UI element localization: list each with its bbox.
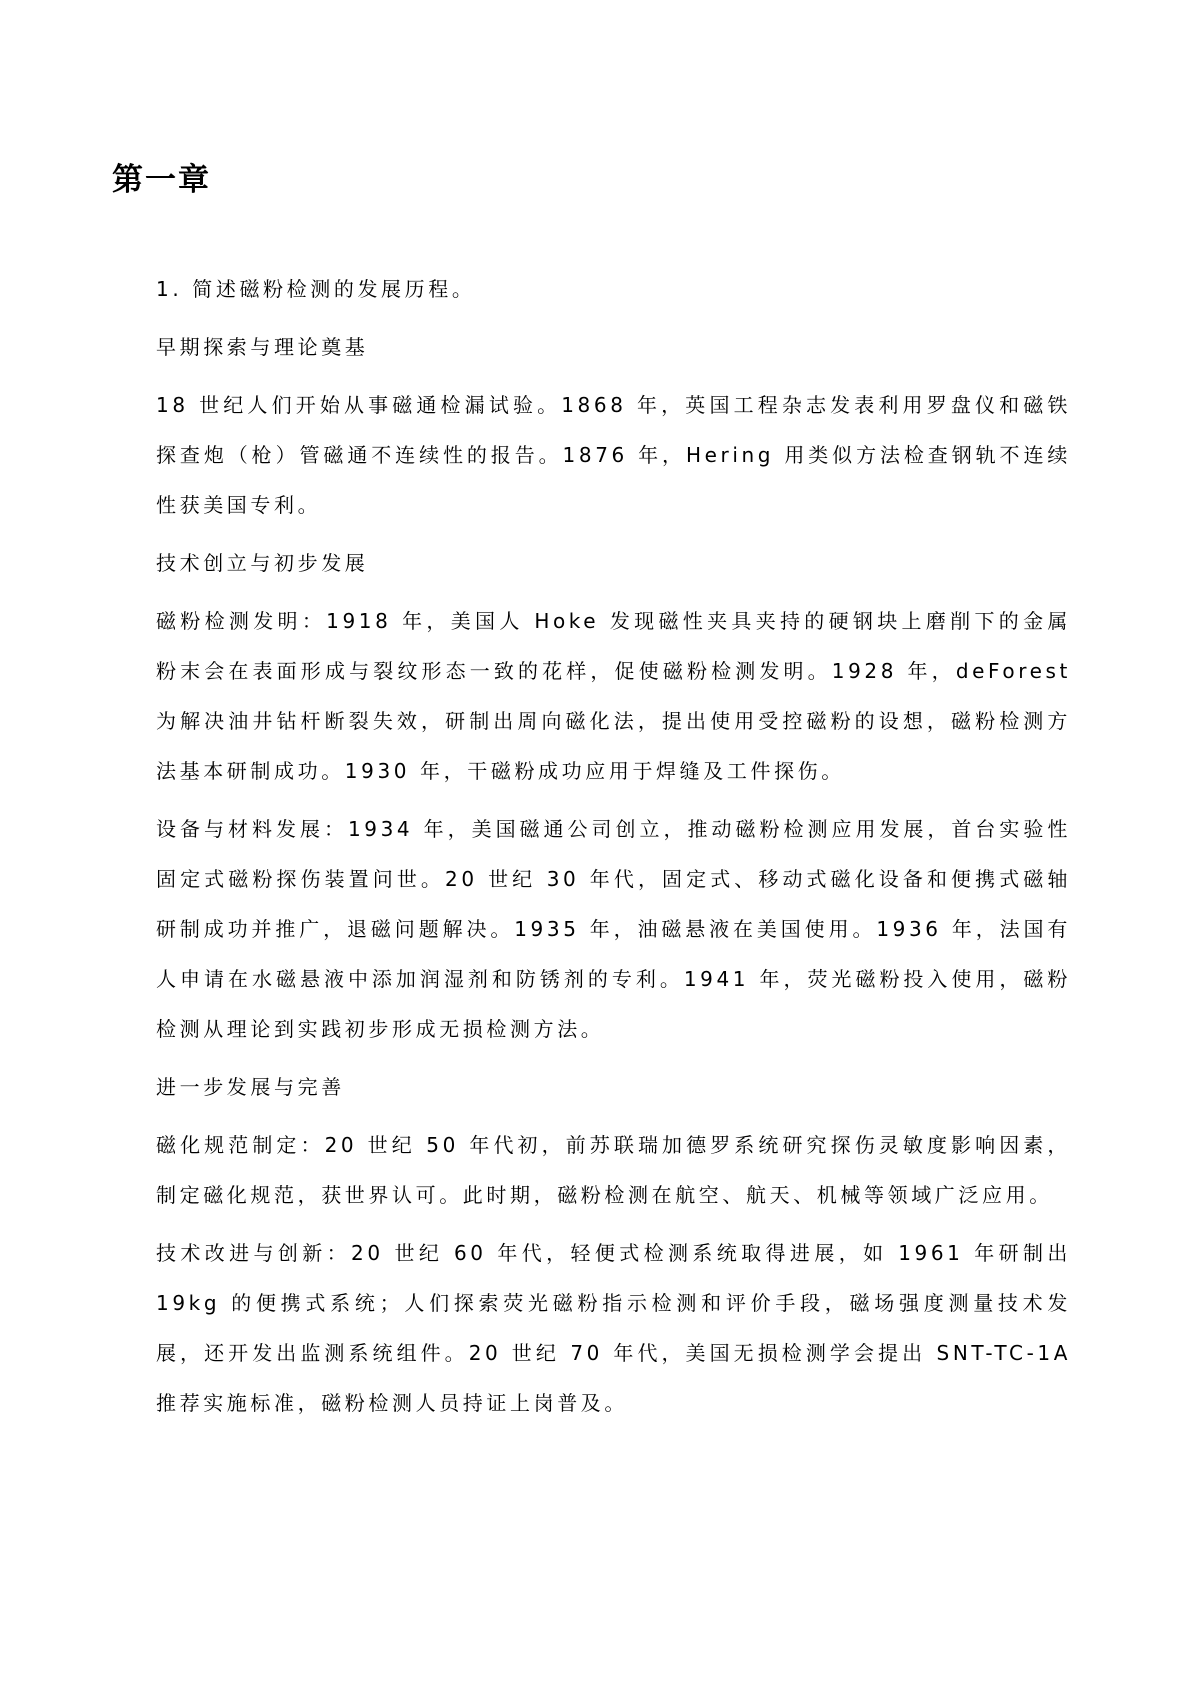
- paragraph-invention: 磁粉检测发明：1918 年，美国人 Hoke 发现磁性夹具夹持的硬钢块上磨削下的金属粉末会在表面形成与裂纹形态一致的花样，促使磁粉检测发明。1928 年，deForest 为解决油井钻杆断裂失效，研制出周向磁化法，提出使用受控磁粉的设想，磁粉检测方法基本研制成功。1930 年，干磁粉成功应用于焊缝及工件探伤。: [156, 609, 1071, 783]
- chapter-title: 第一章: [112, 162, 211, 198]
- section-heading-technology-founding: 技术创立与初步发展: [156, 551, 369, 575]
- body-text: [156, 264, 1071, 1436]
- paragraph-early-history: 18 世纪人们开始从事磁通检漏试验。1868 年，英国工程杂志发表利用罗盘仪和磁铁探查炮（枪）管磁通不连续性的报告。1876 年，Hering 用类似方法检查钢轨不连续性获美国专利。: [156, 393, 1071, 517]
- paragraph-technical-innovation: 技术改进与创新：20 世纪 60 年代，轻便式检测系统取得进展，如 1961 年研制出 19kg 的便携式系统；人们探索荧光磁粉指示检测和评价手段，磁场强度测量技术发展，还开发出监测系统组件。20 世纪 70 年代，美国无损检测学会提出 SNT-TC-1A 推荐实施标准，磁粉检测人员持证上岗普及。: [156, 1241, 1071, 1415]
- question-heading: 1. 简述磁粉检测的发展历程。: [156, 277, 476, 301]
- section-heading-early-exploration: 早期探索与理论奠基: [156, 335, 369, 359]
- paragraph-magnetization-standards: 磁化规范制定：20 世纪 50 年代初，前苏联瑞加德罗系统研究探伤灵敏度影响因素，制定磁化规范，获世界认可。此时期，磁粉检测在航空、航天、机械等领域广泛应用。: [156, 1133, 1071, 1207]
- paragraph-equipment-materials: 设备与材料发展：1934 年，美国磁通公司创立，推动磁粉检测应用发展，首台实验性固定式磁粉探伤装置问世。20 世纪 30 年代，固定式、移动式磁化设备和便携式磁轴研制成功并推广，退磁问题解决。1935 年，油磁悬液在美国使用。1936 年，法国有人申请在水磁悬液中添加润湿剂和防锈剂的专利。1941 年，荧光磁粉投入使用，磁粉检测从理论到实践初步形成无损检测方法。: [156, 817, 1071, 1041]
- section-heading-further-development: 进一步发展与完善: [156, 1075, 345, 1099]
